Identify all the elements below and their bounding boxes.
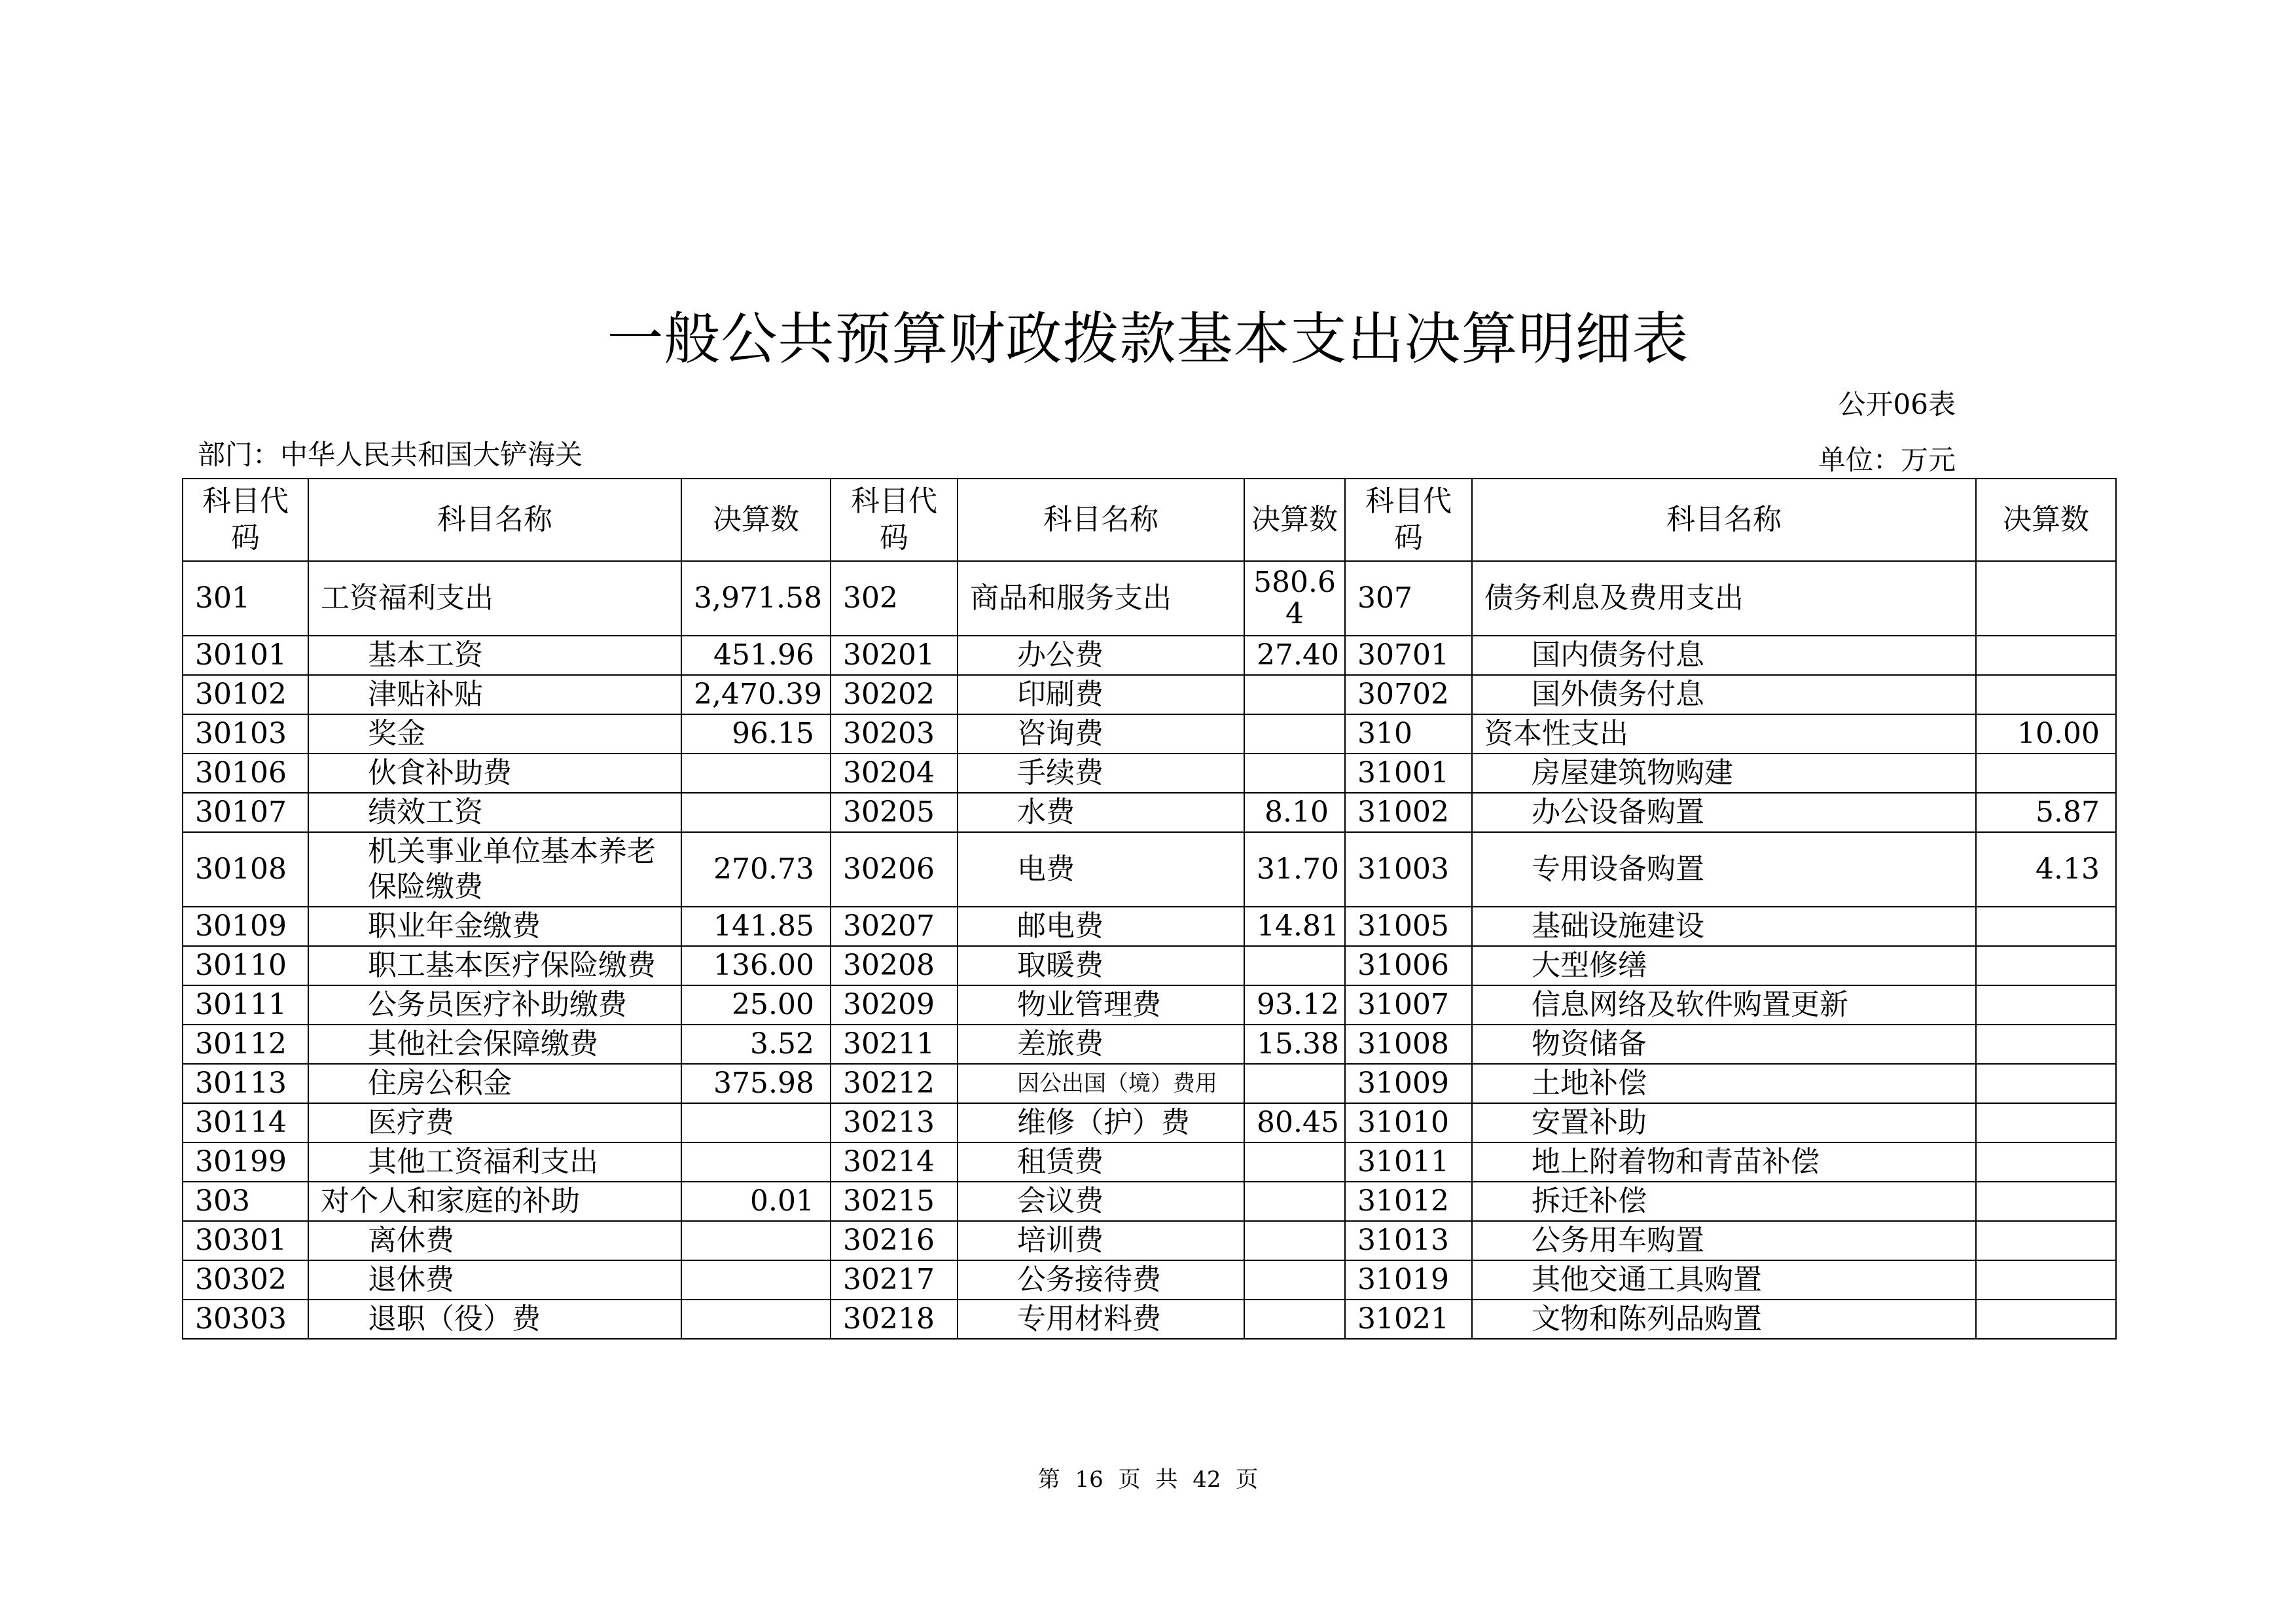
code-cell: 30202 — [831, 675, 958, 714]
code-cell: 30206 — [831, 832, 958, 907]
table-row — [183, 985, 2116, 1025]
code-cell: 30218 — [831, 1300, 958, 1339]
header-name-3: 科目名称 — [1472, 479, 1976, 561]
name-cell: 津贴补贴 — [308, 675, 681, 714]
table-row — [183, 1221, 2116, 1260]
code-cell: 30209 — [831, 985, 958, 1025]
code-cell: 30114 — [183, 1103, 308, 1142]
name-cell: 公务接待费 — [958, 1260, 1244, 1300]
name-cell: 物业管理费 — [958, 985, 1244, 1025]
code-cell: 30106 — [183, 754, 308, 793]
name-cell: 国外债务付息 — [1472, 675, 1976, 714]
name-cell: 退休费 — [308, 1260, 681, 1300]
amount-cell — [1244, 714, 1345, 754]
name-cell: 水费 — [958, 793, 1244, 832]
name-cell: 基础设施建设 — [1472, 907, 1976, 946]
amount-cell: 15.38 — [1244, 1025, 1345, 1064]
table-row — [183, 636, 2116, 675]
code-cell: 30101 — [183, 636, 308, 675]
code-cell: 30302 — [183, 1260, 308, 1300]
amount-cell: 96.15 — [681, 714, 831, 754]
name-cell: 住房公积金 — [308, 1064, 681, 1103]
table-row — [183, 714, 2116, 754]
amount-cell: 580.64 — [1244, 561, 1345, 636]
amount-cell: 31.70 — [1244, 832, 1345, 907]
name-cell: 房屋建筑物购建 — [1472, 754, 1976, 793]
name-cell: 公务用车购置 — [1472, 1221, 1976, 1260]
header-code-1: 科目代码 — [183, 479, 308, 561]
amount-cell — [1976, 907, 2116, 946]
table-row — [183, 793, 2116, 832]
name-cell: 印刷费 — [958, 675, 1244, 714]
amount-cell — [1976, 1260, 2116, 1300]
name-cell: 手续费 — [958, 754, 1244, 793]
code-cell: 30213 — [831, 1103, 958, 1142]
name-cell: 因公出国（境）费用 — [958, 1064, 1244, 1103]
amount-cell — [681, 1260, 831, 1300]
code-cell: 31011 — [1345, 1142, 1472, 1182]
amount-cell — [681, 1300, 831, 1339]
name-cell: 办公设备购置 — [1472, 793, 1976, 832]
code-cell: 30109 — [183, 907, 308, 946]
code-cell: 31003 — [1345, 832, 1472, 907]
amount-cell — [681, 1103, 831, 1142]
table-row — [183, 1142, 2116, 1182]
code-cell: 30111 — [183, 985, 308, 1025]
code-cell: 30214 — [831, 1142, 958, 1182]
page-title: 一般公共预算财政拨款基本支出决算明细表 — [607, 306, 1689, 372]
header-amount-2: 决算数 — [1244, 479, 1345, 561]
table-row — [183, 1182, 2116, 1221]
table-row — [183, 1103, 2116, 1142]
amount-cell — [1244, 1064, 1345, 1103]
name-cell: 基本工资 — [308, 636, 681, 675]
name-cell: 文物和陈列品购置 — [1472, 1300, 1976, 1339]
amount-cell — [1976, 675, 2116, 714]
name-cell: 债务利息及费用支出 — [1472, 561, 1976, 636]
code-cell: 31005 — [1345, 907, 1472, 946]
name-cell: 资本性支出 — [1472, 714, 1976, 754]
code-cell: 30102 — [183, 675, 308, 714]
amount-cell: 270.73 — [681, 832, 831, 907]
table-row — [183, 946, 2116, 985]
code-cell: 31019 — [1345, 1260, 1472, 1300]
name-cell: 物资储备 — [1472, 1025, 1976, 1064]
amount-cell — [1976, 1064, 2116, 1103]
name-cell: 信息网络及软件购置更新 — [1472, 985, 1976, 1025]
code-cell: 303 — [183, 1182, 308, 1221]
code-cell: 30103 — [183, 714, 308, 754]
code-cell: 30303 — [183, 1300, 308, 1339]
code-cell: 30212 — [831, 1064, 958, 1103]
name-cell: 土地补偿 — [1472, 1064, 1976, 1103]
code-cell: 31010 — [1345, 1103, 1472, 1142]
amount-cell — [1976, 1025, 2116, 1064]
name-cell: 差旅费 — [958, 1025, 1244, 1064]
name-cell: 公务员医疗补助缴费 — [308, 985, 681, 1025]
name-cell: 咨询费 — [958, 714, 1244, 754]
amount-cell: 3,971.58 — [681, 561, 831, 636]
amount-cell — [1244, 1221, 1345, 1260]
amount-cell — [1976, 1221, 2116, 1260]
amount-cell: 136.00 — [681, 946, 831, 985]
header-amount-1: 决算数 — [681, 479, 831, 561]
name-cell: 国内债务付息 — [1472, 636, 1976, 675]
name-cell: 其他社会保障缴费 — [308, 1025, 681, 1064]
amount-cell — [1244, 754, 1345, 793]
code-cell: 30701 — [1345, 636, 1472, 675]
name-cell: 专用设备购置 — [1472, 832, 1976, 907]
code-cell: 31002 — [1345, 793, 1472, 832]
code-cell: 30107 — [183, 793, 308, 832]
name-cell: 取暖费 — [958, 946, 1244, 985]
name-cell: 拆迁补偿 — [1472, 1182, 1976, 1221]
code-cell: 30199 — [183, 1142, 308, 1182]
code-cell: 30207 — [831, 907, 958, 946]
name-cell: 培训费 — [958, 1221, 1244, 1260]
amount-cell — [681, 1221, 831, 1260]
amount-cell — [1244, 1142, 1345, 1182]
amount-cell — [1976, 561, 2116, 636]
code-cell: 31008 — [1345, 1025, 1472, 1064]
page-footer: 第 16 页 共 42 页 — [1037, 1467, 1259, 1493]
name-cell: 退职（役）费 — [308, 1300, 681, 1339]
name-cell: 职业年金缴费 — [308, 907, 681, 946]
code-cell: 30203 — [831, 714, 958, 754]
code-cell: 30112 — [183, 1025, 308, 1064]
code-cell: 30215 — [831, 1182, 958, 1221]
amount-cell — [1976, 754, 2116, 793]
name-cell: 奖金 — [308, 714, 681, 754]
table-row — [183, 1300, 2116, 1339]
amount-cell: 4.13 — [1976, 832, 2116, 907]
header-amount-3: 决算数 — [1976, 479, 2116, 561]
amount-cell — [1244, 946, 1345, 985]
amount-cell — [1244, 675, 1345, 714]
name-cell: 地上附着物和青苗补偿 — [1472, 1142, 1976, 1182]
amount-cell — [1976, 1103, 2116, 1142]
amount-cell: 141.85 — [681, 907, 831, 946]
code-cell: 31021 — [1345, 1300, 1472, 1339]
code-cell: 31013 — [1345, 1221, 1472, 1260]
code-cell: 30211 — [831, 1025, 958, 1064]
table-row — [183, 1260, 2116, 1300]
code-cell: 31006 — [1345, 946, 1472, 985]
code-cell: 31009 — [1345, 1064, 1472, 1103]
header-code-2: 科目代码 — [831, 479, 958, 561]
name-cell: 租赁费 — [958, 1142, 1244, 1182]
header-code-3: 科目代码 — [1345, 479, 1472, 561]
header-name-2: 科目名称 — [958, 479, 1244, 561]
table-row — [183, 754, 2116, 793]
table-row — [183, 907, 2116, 946]
code-cell: 31001 — [1345, 754, 1472, 793]
amount-cell: 80.45 — [1244, 1103, 1345, 1142]
amount-cell: 375.98 — [681, 1064, 831, 1103]
amount-cell — [681, 793, 831, 832]
amount-cell: 93.12 — [1244, 985, 1345, 1025]
code-cell: 30216 — [831, 1221, 958, 1260]
code-cell: 310 — [1345, 714, 1472, 754]
code-cell: 30208 — [831, 946, 958, 985]
name-cell: 专用材料费 — [958, 1300, 1244, 1339]
amount-cell — [1976, 946, 2116, 985]
name-cell: 对个人和家庭的补助 — [308, 1182, 681, 1221]
name-cell: 商品和服务支出 — [958, 561, 1244, 636]
code-cell: 30301 — [183, 1221, 308, 1260]
code-cell: 30204 — [831, 754, 958, 793]
amount-cell — [1976, 985, 2116, 1025]
code-cell: 307 — [1345, 561, 1472, 636]
code-cell: 302 — [831, 561, 958, 636]
name-cell: 其他交通工具购置 — [1472, 1260, 1976, 1300]
amount-cell — [1976, 1182, 2116, 1221]
amount-cell: 2,470.39 — [681, 675, 831, 714]
code-cell: 30201 — [831, 636, 958, 675]
amount-cell: 0.01 — [681, 1182, 831, 1221]
amount-cell: 451.96 — [681, 636, 831, 675]
header-name-1: 科目名称 — [308, 479, 681, 561]
department-label: 部门：中华人民共和国大铲海关 — [198, 439, 583, 471]
name-cell: 邮电费 — [958, 907, 1244, 946]
table-row — [183, 675, 2116, 714]
name-cell: 会议费 — [958, 1182, 1244, 1221]
name-cell: 大型修缮 — [1472, 946, 1976, 985]
code-cell: 30217 — [831, 1260, 958, 1300]
table-header-row — [183, 479, 2116, 561]
name-cell: 安置补助 — [1472, 1103, 1976, 1142]
name-cell: 工资福利支出 — [308, 561, 681, 636]
amount-cell: 25.00 — [681, 985, 831, 1025]
name-cell: 其他工资福利支出 — [308, 1142, 681, 1182]
amount-cell: 10.00 — [1976, 714, 2116, 754]
expenditure-detail-table — [182, 478, 2117, 1340]
amount-cell: 3.52 — [681, 1025, 831, 1064]
form-number: 公开06表 — [1838, 388, 1956, 420]
name-cell: 机关事业单位基本养老保险缴费 — [308, 832, 681, 907]
amount-cell: 14.81 — [1244, 907, 1345, 946]
code-cell: 301 — [183, 561, 308, 636]
table-row — [183, 1025, 2116, 1064]
table-row — [183, 832, 2116, 907]
name-cell: 办公费 — [958, 636, 1244, 675]
amount-cell — [1976, 1142, 2116, 1182]
unit-label: 单位：万元 — [1818, 444, 1956, 476]
amount-cell — [681, 754, 831, 793]
name-cell: 电费 — [958, 832, 1244, 907]
name-cell: 绩效工资 — [308, 793, 681, 832]
code-cell: 30113 — [183, 1064, 308, 1103]
amount-cell: 27.40 — [1244, 636, 1345, 675]
amount-cell: 8.10 — [1244, 793, 1345, 832]
amount-cell — [1244, 1182, 1345, 1221]
code-cell: 30110 — [183, 946, 308, 985]
name-cell: 医疗费 — [308, 1103, 681, 1142]
amount-cell: 5.87 — [1976, 793, 2116, 832]
code-cell: 30205 — [831, 793, 958, 832]
code-cell: 31012 — [1345, 1182, 1472, 1221]
code-cell: 31007 — [1345, 985, 1472, 1025]
amount-cell — [1244, 1300, 1345, 1339]
name-cell: 职工基本医疗保险缴费 — [308, 946, 681, 985]
code-cell: 30702 — [1345, 675, 1472, 714]
table-row — [183, 561, 2116, 636]
name-cell: 维修（护）费 — [958, 1103, 1244, 1142]
name-cell: 伙食补助费 — [308, 754, 681, 793]
amount-cell — [681, 1142, 831, 1182]
amount-cell — [1976, 636, 2116, 675]
code-cell: 30108 — [183, 832, 308, 907]
name-cell: 离休费 — [308, 1221, 681, 1260]
amount-cell — [1244, 1260, 1345, 1300]
table-row — [183, 1064, 2116, 1103]
amount-cell — [1976, 1300, 2116, 1339]
